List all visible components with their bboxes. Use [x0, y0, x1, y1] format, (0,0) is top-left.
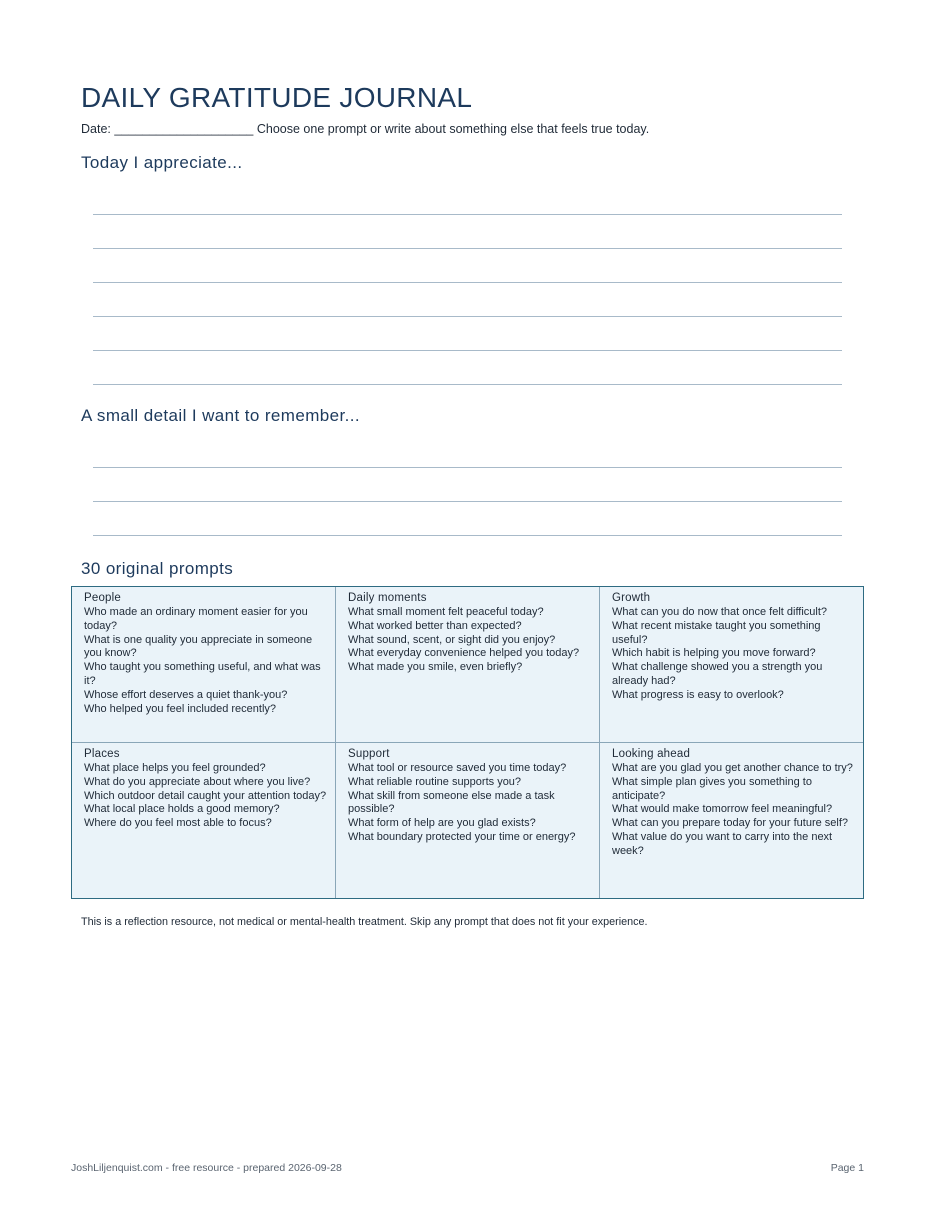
prompt-item: Who made an ordinary moment easier for you today?: [84, 606, 308, 632]
prompt-item: What boundary protected your time or energy?: [348, 830, 576, 843]
prompt-item: Which outdoor detail caught your attention today?: [84, 789, 327, 802]
writing-line[interactable]: [93, 316, 842, 317]
prompt-item: What worked better than expected?: [348, 619, 522, 632]
prompt-item: What value do you want to carry into the next week?: [612, 830, 833, 857]
section-heading-prompts: 30 original prompts: [81, 559, 234, 578]
prompt-item: What can you do now that once felt difficult?: [612, 606, 828, 618]
prompt-group-title: Looking ahead: [612, 748, 691, 760]
prompt-item: What simple plan gives you something to anticipate?: [612, 775, 812, 802]
prompt-item: What skill from someone else made a task possible?: [348, 789, 555, 816]
prompt-grid: [71, 586, 864, 899]
prompt-item: What reliable routine supports you?: [348, 775, 522, 788]
prompt-item: Who helped you feel included recently?: [84, 702, 277, 715]
prompt-item: What progress is easy to overlook?: [612, 688, 784, 701]
prompt-item: What local place holds a good memory?: [84, 803, 280, 816]
disclaimer-text: This is a reflection resource, not medical or mental-health treatment. Skip any prompt that does not fit your experience.: [81, 916, 648, 928]
prompt-item: What sound, scent, or sight did you enjoy?: [348, 633, 556, 646]
prompt-item: What everyday convenience helped you today?: [348, 647, 580, 660]
prompt-item: What can you prepare today for your future self?: [612, 817, 849, 830]
prompt-item: What do you appreciate about where you live?: [84, 775, 311, 788]
prompt-item: Whose effort deserves a quiet thank-you?: [84, 688, 288, 701]
prompt-item: What would make tomorrow feel meaningful?: [612, 803, 833, 816]
prompt-group-title: People: [84, 592, 122, 604]
writing-line[interactable]: [93, 467, 842, 468]
prompt-item: Which habit is helping you move forward?: [612, 647, 816, 660]
prompt-item: Who taught you something useful, and what was it?: [84, 661, 321, 687]
prompt-item: What tool or resource saved you time today?: [348, 762, 567, 774]
writing-line[interactable]: [93, 535, 842, 536]
prompt-item: What is one quality you appreciate in someone you know?: [84, 633, 313, 660]
prompt-item: What challenge showed you a strength you already had?: [612, 661, 823, 687]
prompt-group-support: [336, 743, 600, 898]
prompt-group-people: [72, 587, 336, 743]
footer-source: JoshLiljenquist.com - free resource - prepared 2026-09-28: [71, 1162, 342, 1174]
prompt-item: What are you glad you get another chance to try?: [612, 762, 853, 774]
writing-line[interactable]: [93, 282, 842, 283]
prompt-group-title: Daily moments: [348, 592, 427, 604]
prompt-group-title: Places: [84, 748, 120, 760]
section-heading-detail: A small detail I want to remember...: [81, 406, 360, 425]
prompt-item: What form of help are you glad exists?: [348, 817, 536, 830]
prompt-group-places: [72, 743, 336, 898]
writing-line[interactable]: [93, 248, 842, 249]
prompt-group-looking-ahead: [600, 743, 863, 898]
prompt-item: What made you smile, even briefly?: [348, 661, 523, 674]
prompt-item: Where do you feel most able to focus?: [84, 817, 272, 830]
writing-line[interactable]: [93, 350, 842, 351]
date-line: Date: ____________________ Choose one prompt or write about something else that feels true today.: [81, 122, 650, 136]
prompt-group-title: Support: [348, 748, 390, 760]
writing-line[interactable]: [93, 384, 842, 385]
prompt-group-daily-moments: [336, 587, 600, 743]
prompt-item: What recent mistake taught you something useful?: [612, 619, 821, 646]
section-heading-appreciate: Today I appreciate...: [81, 153, 243, 172]
page-number: Page 1: [830, 1162, 864, 1174]
writing-line[interactable]: [93, 214, 842, 215]
prompt-item: What place helps you feel grounded?: [84, 762, 266, 774]
prompt-group-title: Growth: [612, 592, 651, 604]
prompt-group-growth: [600, 587, 863, 743]
prompt-item: What small moment felt peaceful today?: [348, 606, 544, 618]
page-title: DAILY GRATITUDE JOURNAL: [81, 82, 473, 113]
writing-line[interactable]: [93, 501, 842, 502]
